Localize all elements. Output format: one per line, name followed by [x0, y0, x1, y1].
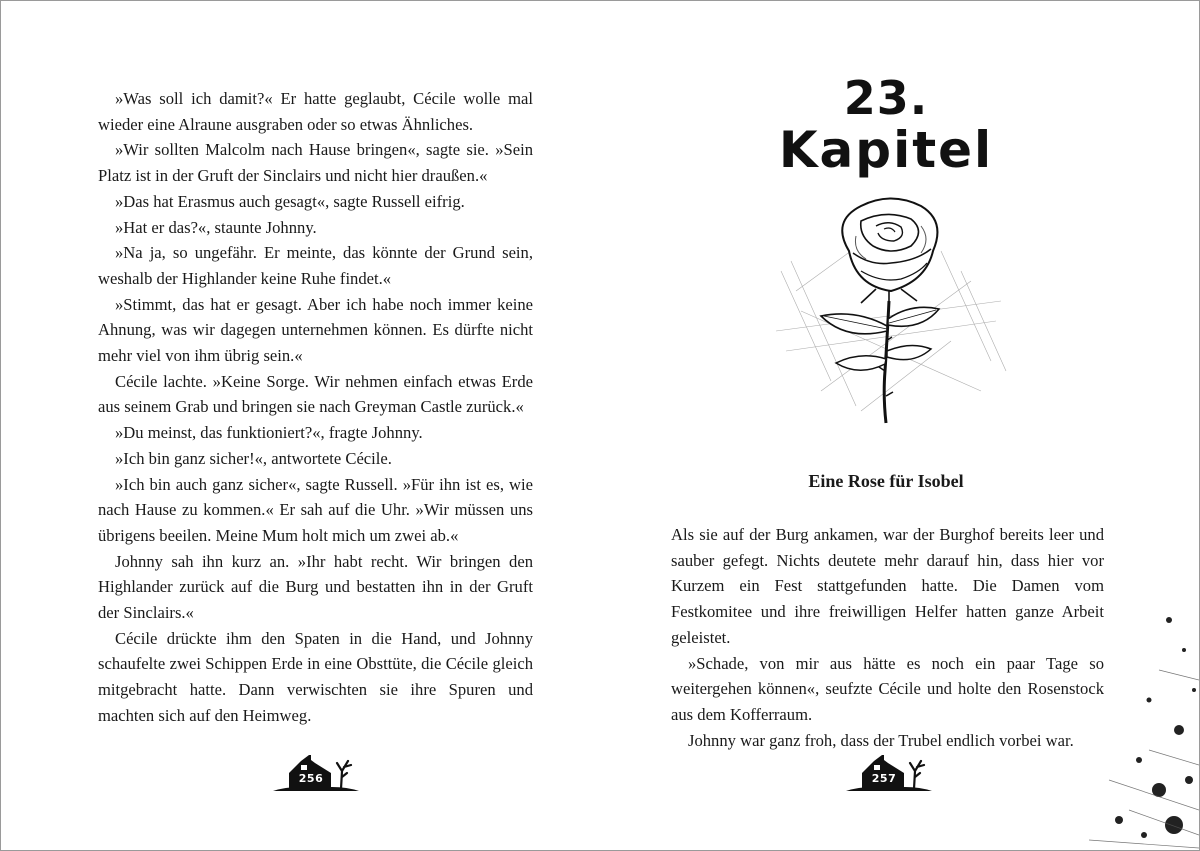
paragraph: »Du meinst, das funktioniert?«, fragte Johnny.	[115, 423, 423, 443]
paragraph: »Ich bin auch ganz sicher«, sagte Russell. »Für ihn ist es, wie nach Hause zu kommen.« Er sah auf die Uhr. »Wir müssen uns übrigens beeilen. Meine Mum holt mich um zwei ab.«	[98, 474, 533, 545]
right-page	[601, 1, 1199, 850]
left-page	[1, 1, 601, 850]
paragraph: Cécile lachte. »Keine Sorge. Wir nehmen einfach etwas Erde aus seinem Grab und bringen sie nach Greyman Castle zurück.«	[98, 371, 533, 417]
page-number-badge	[271, 751, 361, 793]
paragraph: Cécile drückte ihm den Spaten in die Hand, und Johnny schaufelte zwei Schippen Erde in eine Obsttüte, die Cécile gleich mitgebracht hatte. Dann verwischten sie ihre Spuren und machten sich auf den Heimweg.	[98, 628, 533, 725]
rose-illustration	[761, 191, 1021, 431]
page-number-badge	[844, 751, 934, 793]
paragraph: Johnny war ganz froh, dass der Trubel endlich vorbei war.	[688, 730, 1074, 750]
paragraph: »Was soll ich damit?« Er hatte geglaubt, Cécile wolle mal wieder eine Alraune ausgraben oder so etwas Ähnliches.	[98, 89, 533, 134]
page-number: 256	[298, 772, 324, 785]
paragraph: »Ich bin ganz sicher!«, antwortete Cécile.	[115, 448, 392, 468]
paragraph: »Stimmt, das hat er gesagt. Aber ich habe noch immer keine Ahnung, was wir dagegen unternehmen können. Es dürfte nicht mehr viel von ihm übrig sein.«	[98, 294, 533, 366]
paragraph: Johnny sah ihn kurz an. »Ihr habt recht. Wir bringen den Highlander zurück auf die Burg und bestatten ihn in der Gruft der Sinclairs.«	[98, 551, 533, 623]
ink-splatter	[1049, 580, 1199, 850]
paragraph: »Schade, von mir aus hätte es noch ein paar Tage so weitergehen können«, seufzte Cécile und holte den Rosenstock aus dem Kofferraum.	[671, 653, 1104, 724]
right-page-text	[671, 522, 1104, 753]
paragraph: »Das hat Erasmus auch gesagt«, sagte Russell eifrig.	[115, 191, 465, 211]
paragraph: »Hat er das?«, staunte Johnny.	[115, 217, 317, 237]
paragraph: Als sie auf der Burg ankamen, war der Burghof bereits leer und sauber gefegt. Nichts deutete mehr darauf hin, dass hier vor Kurzem ein Fest stattgefunden hatte. Die Damen vom Festkomitee und ihre freiwilligen Helfer hatten ganze Arbeit geleistet.	[671, 525, 1104, 647]
chapter-title: Eine Rose für Isobel	[808, 471, 964, 491]
page-number: 257	[871, 772, 897, 785]
left-page-text	[98, 86, 533, 729]
paragraph: »Na ja, so ungefähr. Er meinte, das könnte der Grund sein, weshalb der Highlander keine Ruhe findet.«	[98, 243, 533, 288]
chapter-number: 23.	[843, 71, 929, 125]
chapter-heading: Kapitel	[778, 121, 994, 179]
paragraph: »Wir sollten Malcolm nach Hause bringen«, sagte sie. »Sein Platz ist in der Gruft der Sinclairs und nicht hier draußen.«	[98, 140, 533, 186]
